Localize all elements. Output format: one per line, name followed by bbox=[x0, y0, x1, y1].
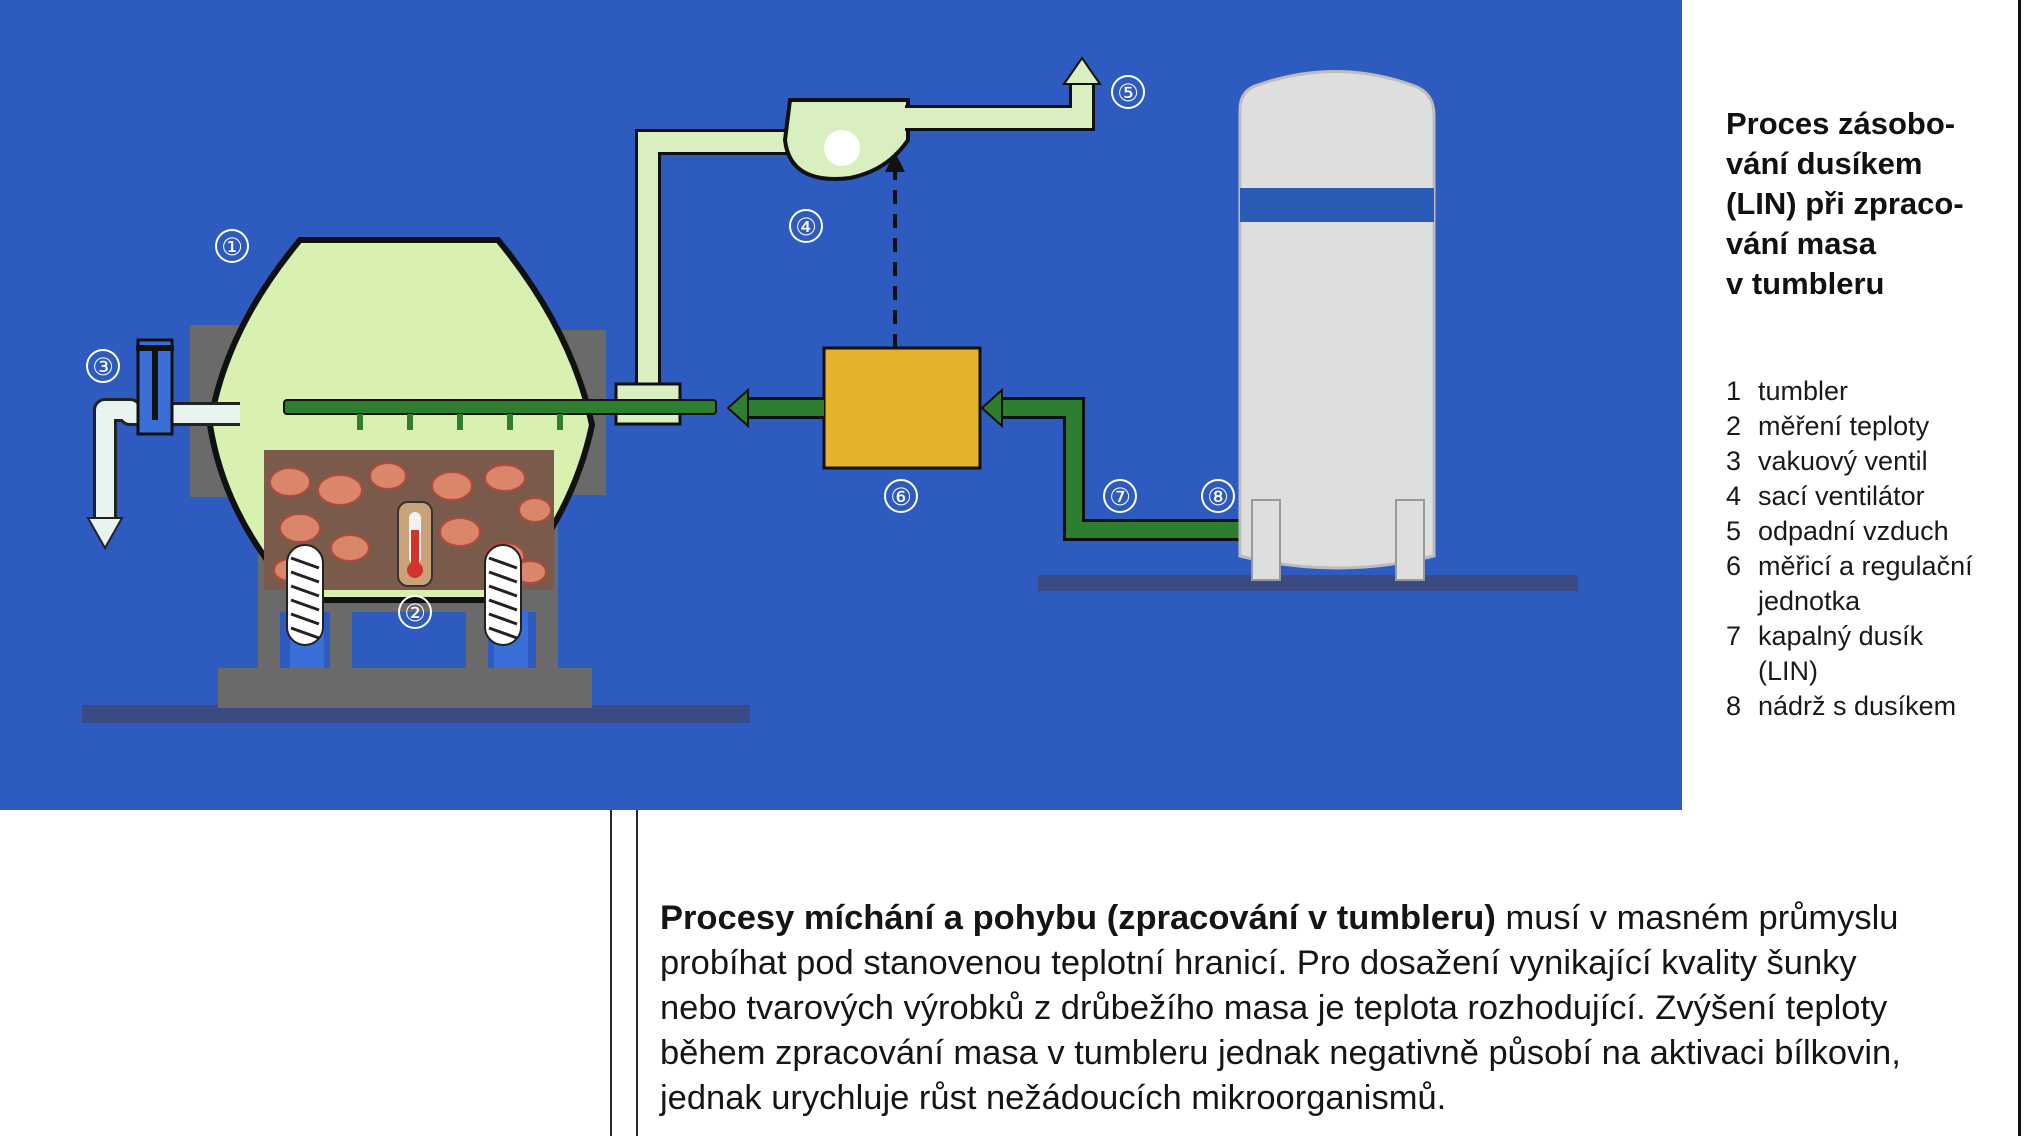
legend-number: 7 bbox=[1726, 621, 1742, 651]
callout-4-label: ④ bbox=[795, 213, 817, 241]
legend-number: 2 bbox=[1726, 411, 1742, 441]
spring-right bbox=[485, 545, 521, 645]
legend-text: tumbler bbox=[1758, 376, 1849, 406]
nitrogen-tank bbox=[1240, 72, 1434, 581]
diagram-title bbox=[1726, 104, 2016, 304]
callout-5-label: ⑤ bbox=[1117, 79, 1139, 107]
legend-text: nádrž s dusíkem bbox=[1758, 691, 1957, 721]
legend-item bbox=[1726, 689, 2016, 724]
legend-text: odpadní vzduch bbox=[1758, 516, 1949, 546]
paragraph-text: musí v masném průmyslu bbox=[1495, 899, 1899, 937]
legend-list bbox=[1726, 374, 2016, 724]
legend-text: vakuový ventil bbox=[1758, 446, 1928, 476]
legend-text: měřicí a regulační bbox=[1758, 551, 1973, 581]
paragraph-line-3: nebo tvarových výrobků z drůbežího masa je teplota rozhodující. Zvýšení teploty bbox=[660, 989, 1888, 1027]
legend-item bbox=[1726, 444, 2016, 479]
callout-7-label: ⑦ bbox=[1109, 483, 1131, 511]
title-line: vání dusíkem bbox=[1726, 146, 1923, 181]
legend-number: 1 bbox=[1726, 376, 1742, 406]
legend-number: 8 bbox=[1726, 691, 1742, 721]
legend-text: kapalný dusík bbox=[1758, 621, 1924, 651]
legend-item bbox=[1726, 479, 2016, 514]
legend-text: měření teploty bbox=[1758, 411, 1930, 441]
legend-number: 4 bbox=[1726, 481, 1742, 511]
legend-number: 5 bbox=[1726, 516, 1742, 546]
callout-1-label: ① bbox=[221, 233, 243, 261]
paragraph-line-2: probíhat pod stanovenou teplotní hranicí. Pro dosažení vynikající kvality šunky bbox=[660, 944, 1857, 982]
legend-text: sací ventilátor bbox=[1758, 481, 1925, 511]
title-line: Proces zásobo- bbox=[1726, 106, 1956, 141]
legend-text: (LIN) bbox=[1758, 656, 1818, 686]
callout-2-label: ② bbox=[404, 599, 426, 627]
paragraph-line-5: jednak urychluje růst nežádoucích mikroorganismů. bbox=[660, 1079, 1447, 1117]
legend-item bbox=[1726, 514, 2016, 549]
callout-3-label: ③ bbox=[92, 353, 114, 381]
legend-item bbox=[1726, 374, 2016, 409]
page-edge-rule bbox=[2018, 0, 2021, 1136]
callout-6-label: ⑥ bbox=[890, 483, 912, 511]
title-line: (LIN) při zpraco- bbox=[1726, 186, 1964, 221]
paragraph-line-4: během zpracování masa v tumbleru jednak negativně působí na aktivaci bílkovin, bbox=[660, 1034, 1901, 1072]
title-line: v tumbleru bbox=[1726, 266, 1885, 301]
title-line: vání masa bbox=[1726, 226, 1876, 261]
legend-number: 6 bbox=[1726, 551, 1742, 581]
callout-8-label: ⑧ bbox=[1207, 483, 1229, 511]
legend-item bbox=[1726, 549, 2016, 619]
paragraph-line-1 bbox=[660, 896, 2010, 941]
floor-strip-right bbox=[1038, 575, 1578, 591]
side-panel bbox=[1726, 104, 2016, 724]
legend-item bbox=[1726, 409, 2016, 444]
body-paragraph bbox=[660, 896, 2010, 1121]
thermometer-icon bbox=[398, 502, 432, 586]
legend-text: jednotka bbox=[1758, 586, 1861, 616]
control-unit bbox=[824, 348, 980, 468]
legend-number: 3 bbox=[1726, 446, 1742, 476]
legend-item bbox=[1726, 619, 2016, 689]
spring-left bbox=[287, 545, 323, 645]
paragraph-lead: Procesy míchání a pohybu (zpracování v tumbleru) bbox=[660, 899, 1496, 937]
